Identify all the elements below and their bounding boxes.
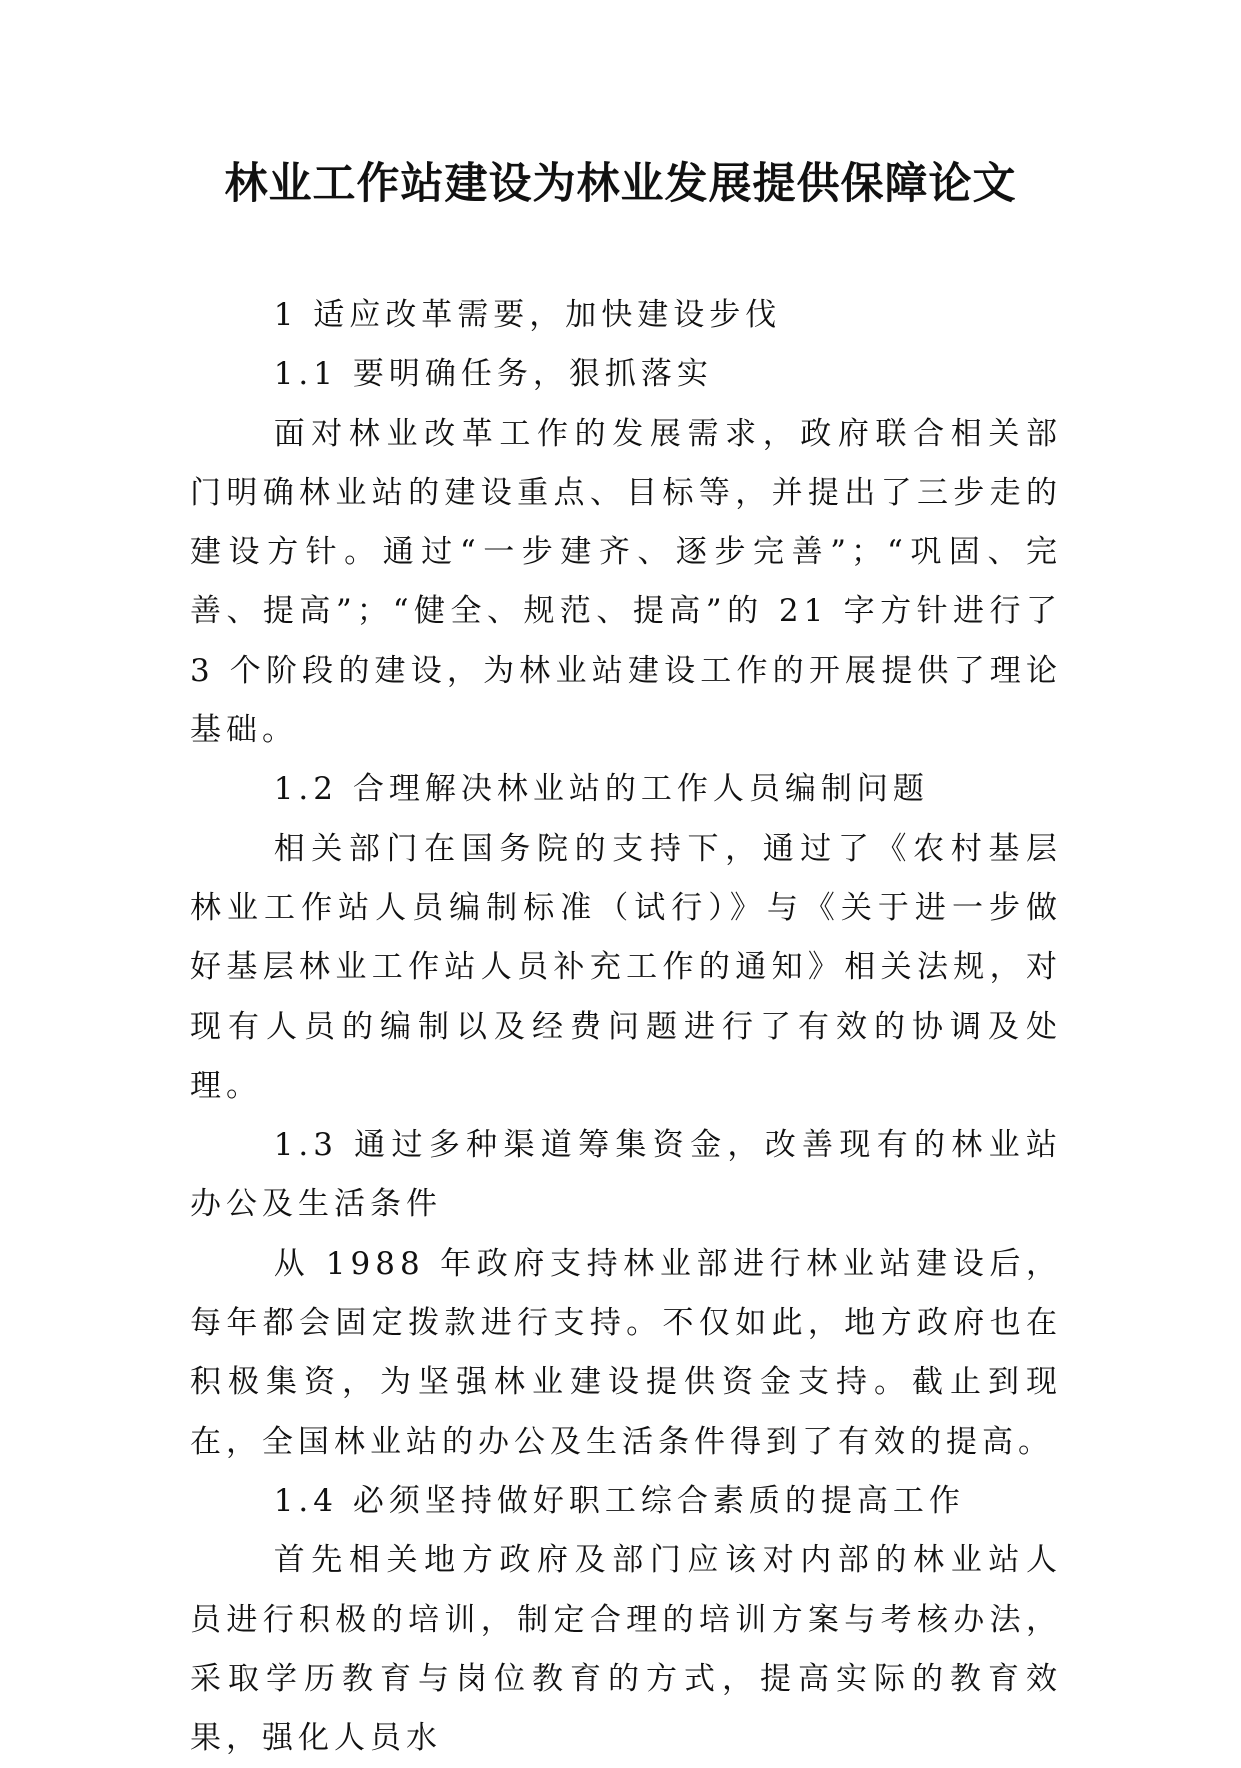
paragraph-1-3: 从 1988 年政府支持林业部进行林业站建设后，每年都会固定拨款进行支持。不仅如此，地方政府也在积极集资，为坚强林业建设提供资金支持。截止到现在，全国林业站的办公及生活条件得到了有效的提高。 — [190, 1245, 1062, 1460]
paragraph-1-1: 面对林业改革工作的发展需求，政府联合相关部门明确林业站的建设重点、目标等，并提出了三步走的建设方针。通过“一步建齐、逐步完善”；“巩固、完善、提高”；“健全、规范、提高”的 21 字方针进行了 3 个阶段的建设，为林业站建设工作的开展提供了理论基础。 — [190, 415, 1062, 749]
section-heading-1-1: 1.1 要明确任务，狠抓落实 — [273, 356, 713, 393]
section-heading-1-2: 1.2 合理解决林业站的工作人员编制问题 — [273, 771, 929, 808]
section-heading-1: 1 适应改革需要，加快建设步伐 — [273, 297, 782, 333]
section-heading-1-4: 1.4 必须坚持做好职工综合素质的提高工作 — [273, 1482, 965, 1519]
paragraph-1-4: 首先相关地方政府及部门应该对内部的林业站人员进行积极的培训，制定合理的培训方案与考核办法，采取学历教育与岗位教育的方式，提高实际的教育效果，强化人员水 — [190, 1542, 1062, 1757]
section-heading-1-3: 1.3 通过多种渠道筹集资金，改善现有的林业站办公及生活条件 — [190, 1127, 1062, 1223]
document-title: 林业工作站建设为林业发展提供保障论文 — [224, 159, 1017, 209]
paragraph-1-2: 相关部门在国务院的支持下，通过了《农村基层林业工作站人员编制标准（试行）》与《关于进一步做好基层林业工作站人员补充工作的通知》相关法规，对现有人员的编制以及经费问题进行了有效的协调及处理。 — [190, 830, 1062, 1104]
document-body — [190, 286, 1062, 1768]
